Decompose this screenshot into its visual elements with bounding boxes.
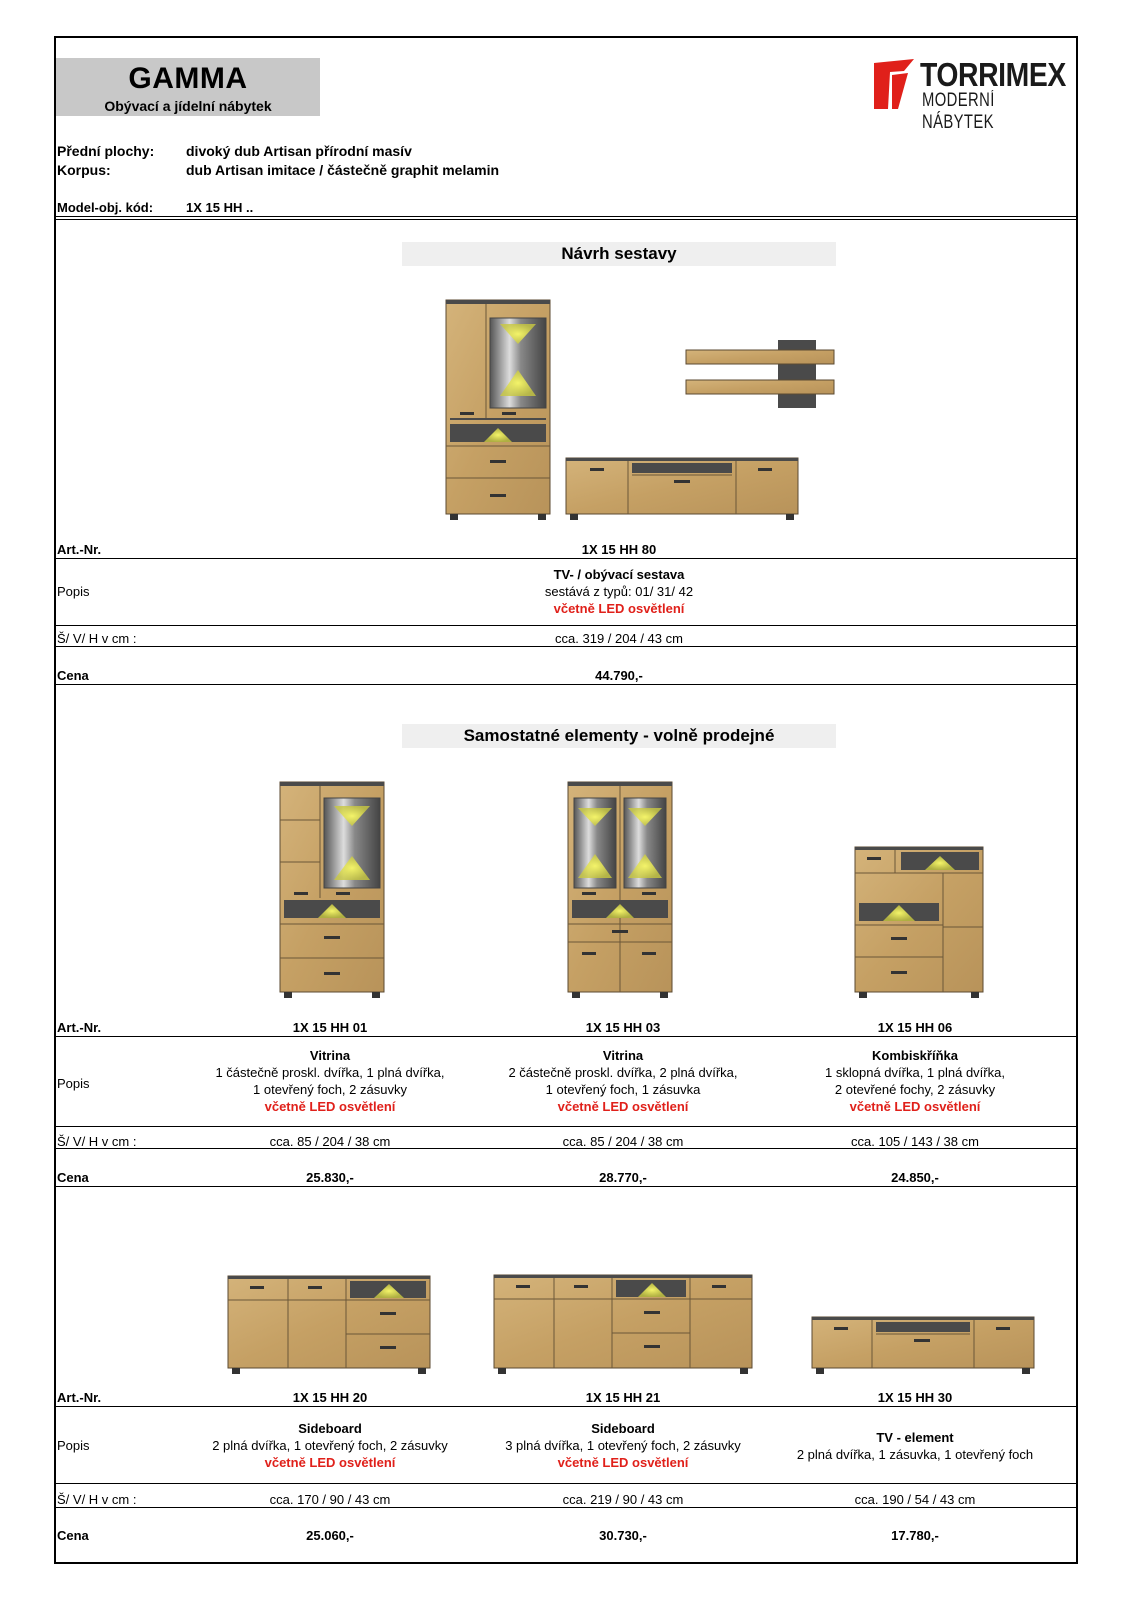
row2-desc-2 <box>478 1420 768 1471</box>
page-subtitle: Obývací a jídelní nábytek <box>104 98 272 114</box>
row2-price-2: 30.730,- <box>599 1528 647 1543</box>
section-heading-set: Návrh sestavy <box>402 242 836 266</box>
row1-art-2: 1X 15 HH 03 <box>585 1020 661 1035</box>
set-tv-element-image <box>566 458 798 522</box>
brand-subtitle: MODERNÍ NÁBYTEK <box>922 90 995 133</box>
product-led: včetně LED osvětlení <box>264 1099 396 1114</box>
page-title: GAMMA <box>128 62 248 95</box>
row1-price-3: 24.850,- <box>891 1170 939 1185</box>
product-desc: 1 otevřený foch, 2 zásuvky <box>253 1082 407 1097</box>
vitrina-01-image <box>280 782 384 1000</box>
model-value: 1X 15 HH .. <box>186 200 254 215</box>
set-price: 44.790,- <box>595 668 643 683</box>
product-name: Vitrina <box>309 1048 351 1063</box>
row2-cena-label: Cena <box>57 1528 89 1543</box>
product-name: TV - element <box>876 1430 954 1445</box>
sideboard-20-image <box>228 1276 430 1376</box>
kombiskrinka-06-image <box>855 847 983 1000</box>
row2-price-3: 17.780,- <box>891 1528 939 1543</box>
front-value: divoký dub Artisan přírodní masív <box>186 143 412 159</box>
divider <box>54 1036 1078 1037</box>
product-desc: 1 částečně proskl. dvířka, 1 plná dvířka, <box>215 1065 445 1080</box>
row1-price-1: 25.830,- <box>306 1170 354 1185</box>
body-label: Korpus: <box>57 162 111 178</box>
divider <box>54 684 1078 685</box>
product-led: včetně LED osvětlení <box>264 1455 396 1470</box>
divider <box>54 219 1078 220</box>
sideboard-21-image <box>494 1275 752 1376</box>
product-name: Sideboard <box>298 1421 362 1436</box>
row1-desc-2 <box>478 1047 768 1115</box>
row2-dims-3: cca. 190 / 54 / 43 cm <box>854 1492 976 1507</box>
front-label: Přední plochy: <box>57 143 155 159</box>
product-name: Sideboard <box>591 1421 655 1436</box>
product-led: včetně LED osvětlení <box>557 1455 689 1470</box>
row1-dims-1: cca. 85 / 204 / 38 cm <box>269 1134 391 1149</box>
section-heading-singles: Samostatné elementy - volně prodejné <box>402 724 836 748</box>
row1-dims-3: cca. 105 / 143 / 38 cm <box>851 1134 979 1149</box>
product-desc: 1 otevřený foch, 1 zásuvka <box>545 1082 701 1097</box>
divider <box>54 1507 1078 1508</box>
row2-desc-3 <box>770 1429 1060 1463</box>
set-art-number: 1X 15 HH 80 <box>581 542 657 557</box>
product-desc: 2 plná dvířka, 1 otevřený foch, 2 zásuvky <box>212 1438 448 1453</box>
brand-name: TORRIMEX <box>920 56 1066 93</box>
product-desc: 2 částečně proskl. dvířka, 2 plná dvířka, <box>508 1065 738 1080</box>
set-cena-label: Cena <box>57 668 89 683</box>
row2-art-3: 1X 15 HH 30 <box>877 1390 953 1405</box>
brand-logo <box>874 56 1074 133</box>
row2-dims-2: cca. 219 / 90 / 43 cm <box>562 1492 684 1507</box>
set-dims: cca. 319 / 204 / 43 cm <box>555 631 683 646</box>
set-wall-shelf-image <box>686 340 834 410</box>
set-description <box>402 566 836 617</box>
divider <box>54 1406 1078 1407</box>
divider <box>54 1483 1078 1484</box>
set-desc: sestává z typů: 01/ 31/ 42 <box>544 584 694 599</box>
vitrina-03-image <box>568 782 672 1000</box>
divider <box>54 646 1078 647</box>
row1-price-2: 28.770,- <box>599 1170 647 1185</box>
row2-desc-1 <box>185 1420 475 1471</box>
row1-desc-3 <box>770 1047 1060 1115</box>
row1-art-1: 1X 15 HH 01 <box>292 1020 368 1035</box>
model-label: Model-obj. kód: <box>57 200 154 215</box>
title-box <box>56 58 320 116</box>
divider <box>54 216 1078 217</box>
divider <box>54 558 1078 559</box>
divider <box>54 1126 1078 1127</box>
set-popis-label: Popis <box>57 584 90 599</box>
row2-dims-label: Š/ V/ H v cm : <box>57 1492 137 1507</box>
divider <box>54 625 1078 626</box>
product-name: Vitrina <box>602 1048 644 1063</box>
row1-desc-1 <box>185 1047 475 1115</box>
product-desc: 3 plná dvířka, 1 otevřený foch, 2 zásuvky <box>505 1438 741 1453</box>
set-dims-label: Š/ V/ H v cm : <box>57 631 137 646</box>
product-desc: 2 plná dvířka, 1 zásuvka, 1 otevřený foch <box>796 1447 1034 1462</box>
product-name: Kombiskříňka <box>872 1048 958 1063</box>
set-led: včetně LED osvětlení <box>553 601 685 616</box>
set-art-label: Art.-Nr. <box>57 542 102 557</box>
divider <box>54 1148 1078 1149</box>
row1-popis-label: Popis <box>57 1076 90 1091</box>
row1-dims-2: cca. 85 / 204 / 38 cm <box>562 1134 684 1149</box>
row1-cena-label: Cena <box>57 1170 89 1185</box>
tv-element-30-image <box>812 1317 1034 1376</box>
product-desc: 1 sklopná dvířka, 1 plná dvířka, <box>825 1065 1005 1080</box>
row2-popis-label: Popis <box>57 1438 90 1453</box>
row1-art-label: Art.-Nr. <box>57 1020 102 1035</box>
body-value: dub Artisan imitace / částečně graphit melamin <box>186 162 500 178</box>
row2-dims-1: cca. 170 / 90 / 43 cm <box>269 1492 391 1507</box>
set-vitrina-image <box>446 300 550 522</box>
set-name: TV- / obývací sestava <box>553 567 685 582</box>
product-desc: 2 otevřené fochy, 2 zásuvky <box>834 1082 996 1097</box>
row1-dims-label: Š/ V/ H v cm : <box>57 1134 137 1149</box>
row2-art-label: Art.-Nr. <box>57 1390 102 1405</box>
row2-art-1: 1X 15 HH 20 <box>292 1390 368 1405</box>
product-led: včetně LED osvětlení <box>849 1099 981 1114</box>
product-led: včetně LED osvětlení <box>557 1099 689 1114</box>
torrimex-logo-icon <box>874 59 914 109</box>
divider <box>54 1186 1078 1187</box>
row1-art-3: 1X 15 HH 06 <box>877 1020 953 1035</box>
row2-art-2: 1X 15 HH 21 <box>585 1390 661 1405</box>
row2-price-1: 25.060,- <box>306 1528 354 1543</box>
